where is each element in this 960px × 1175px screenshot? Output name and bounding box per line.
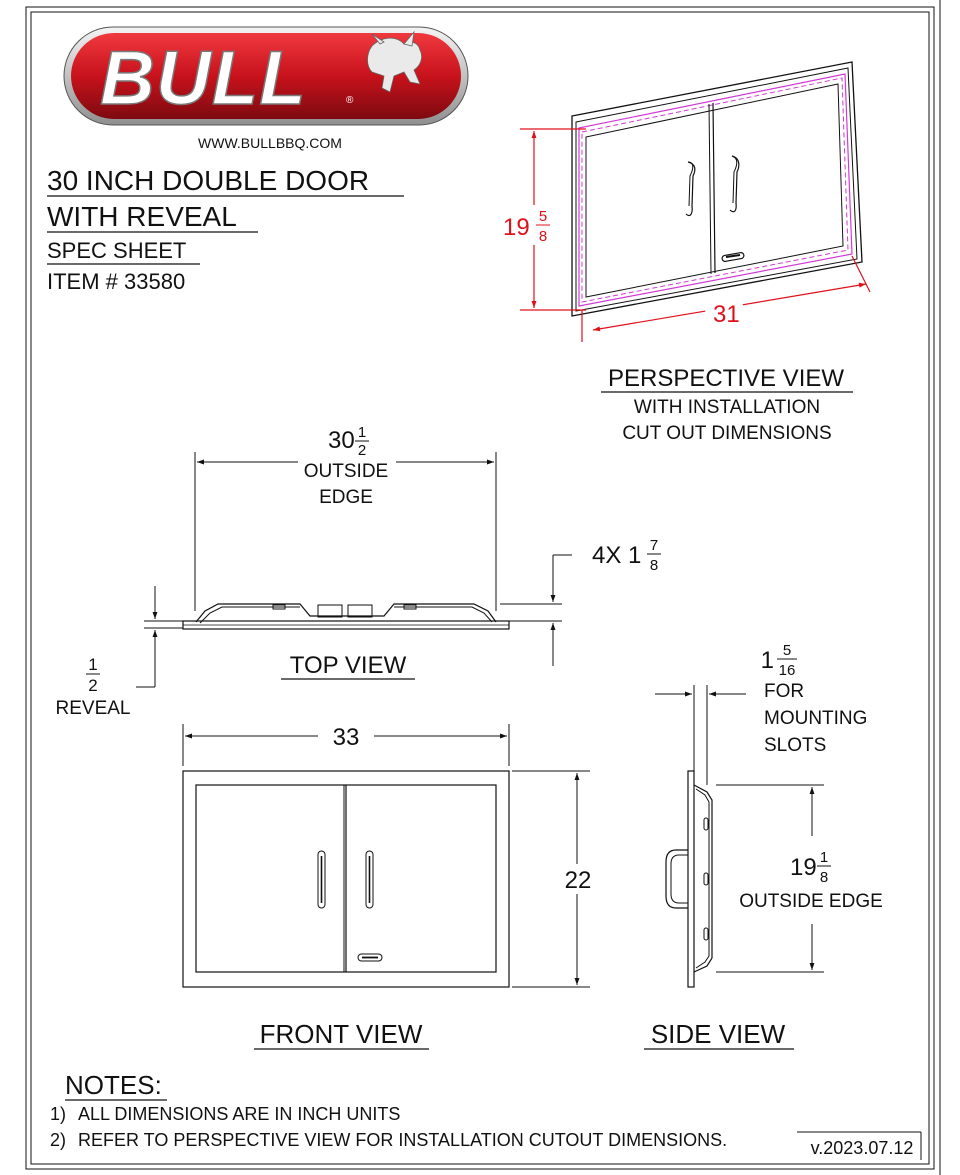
title-line-2: WITH REVEAL [47, 201, 237, 232]
side-height-whole: 19 [790, 854, 817, 881]
reveal-label: REVEAL [55, 698, 131, 719]
perspective-width: 31 [713, 301, 740, 328]
title-block [47, 165, 404, 294]
slot-width-den: 16 [778, 662, 796, 679]
notes-heading: NOTES: [65, 1070, 162, 1100]
perspective-view [500, 62, 870, 342]
front-view [183, 724, 600, 987]
front-width: 33 [332, 724, 360, 751]
spec-sheet-label: SPEC SHEET [47, 238, 187, 263]
version-label: v.2023.07.12 [810, 1138, 914, 1158]
top-depth-prefix: 4X 1 [592, 542, 642, 569]
side-height-num: 1 [819, 849, 829, 866]
slot-note-2: MOUNTING [764, 708, 868, 729]
reveal-num: 1 [88, 655, 98, 674]
note-1-number: 1) [50, 1104, 67, 1124]
reveal-den: 2 [88, 676, 98, 695]
front-view-label: FRONT VIEW [259, 1019, 423, 1049]
front-height: 22 [564, 867, 592, 894]
note-2-number: 2) [50, 1130, 67, 1150]
side-height-note: OUTSIDE EDGE [739, 891, 883, 912]
perspective-view-label: PERSPECTIVE VIEW [607, 365, 845, 392]
note-2-text: REFER TO PERSPECTIVE VIEW FOR INSTALLATION CUTOUT DIMENSIONS. [78, 1130, 728, 1150]
side-height-den: 8 [819, 869, 829, 886]
perspective-height-num: 5 [538, 208, 548, 225]
top-width-note-2: EDGE [319, 487, 373, 508]
slot-note-1: FOR [764, 681, 805, 702]
top-depth-num: 7 [649, 537, 659, 554]
side-view-label: SIDE VIEW [650, 1019, 786, 1049]
top-width-note-1: OUTSIDE [303, 461, 389, 482]
top-view-label: TOP VIEW [289, 652, 407, 679]
svg-text:®: ® [346, 95, 354, 106]
slot-width-num: 5 [782, 642, 792, 659]
logo-text: BULL [100, 36, 307, 121]
slot-width-whole: 1 [760, 647, 774, 674]
top-width-den: 2 [357, 442, 367, 459]
note-1-text: ALL DIMENSIONS ARE IN INCH UNITS [78, 1104, 401, 1124]
perspective-height-den: 8 [538, 228, 548, 245]
top-width-num: 1 [357, 424, 367, 441]
slot-note-3: SLOTS [764, 735, 827, 756]
side-view [655, 642, 883, 987]
perspective-caption-1: WITH INSTALLATION [633, 397, 821, 418]
top-width-whole: 30 [328, 427, 355, 454]
title-line-1: 30 INCH DOUBLE DOOR [47, 165, 370, 196]
notes-section [50, 1070, 727, 1150]
top-depth-den: 8 [649, 557, 659, 574]
bull-logo [64, 27, 468, 125]
item-number: ITEM # 33580 [47, 269, 186, 294]
version-box [797, 1132, 921, 1160]
perspective-caption-2: CUT OUT DIMENSIONS [622, 423, 832, 444]
website-url: WWW.BULLBBQ.COM [198, 135, 342, 151]
perspective-height-whole: 19 [503, 214, 530, 241]
